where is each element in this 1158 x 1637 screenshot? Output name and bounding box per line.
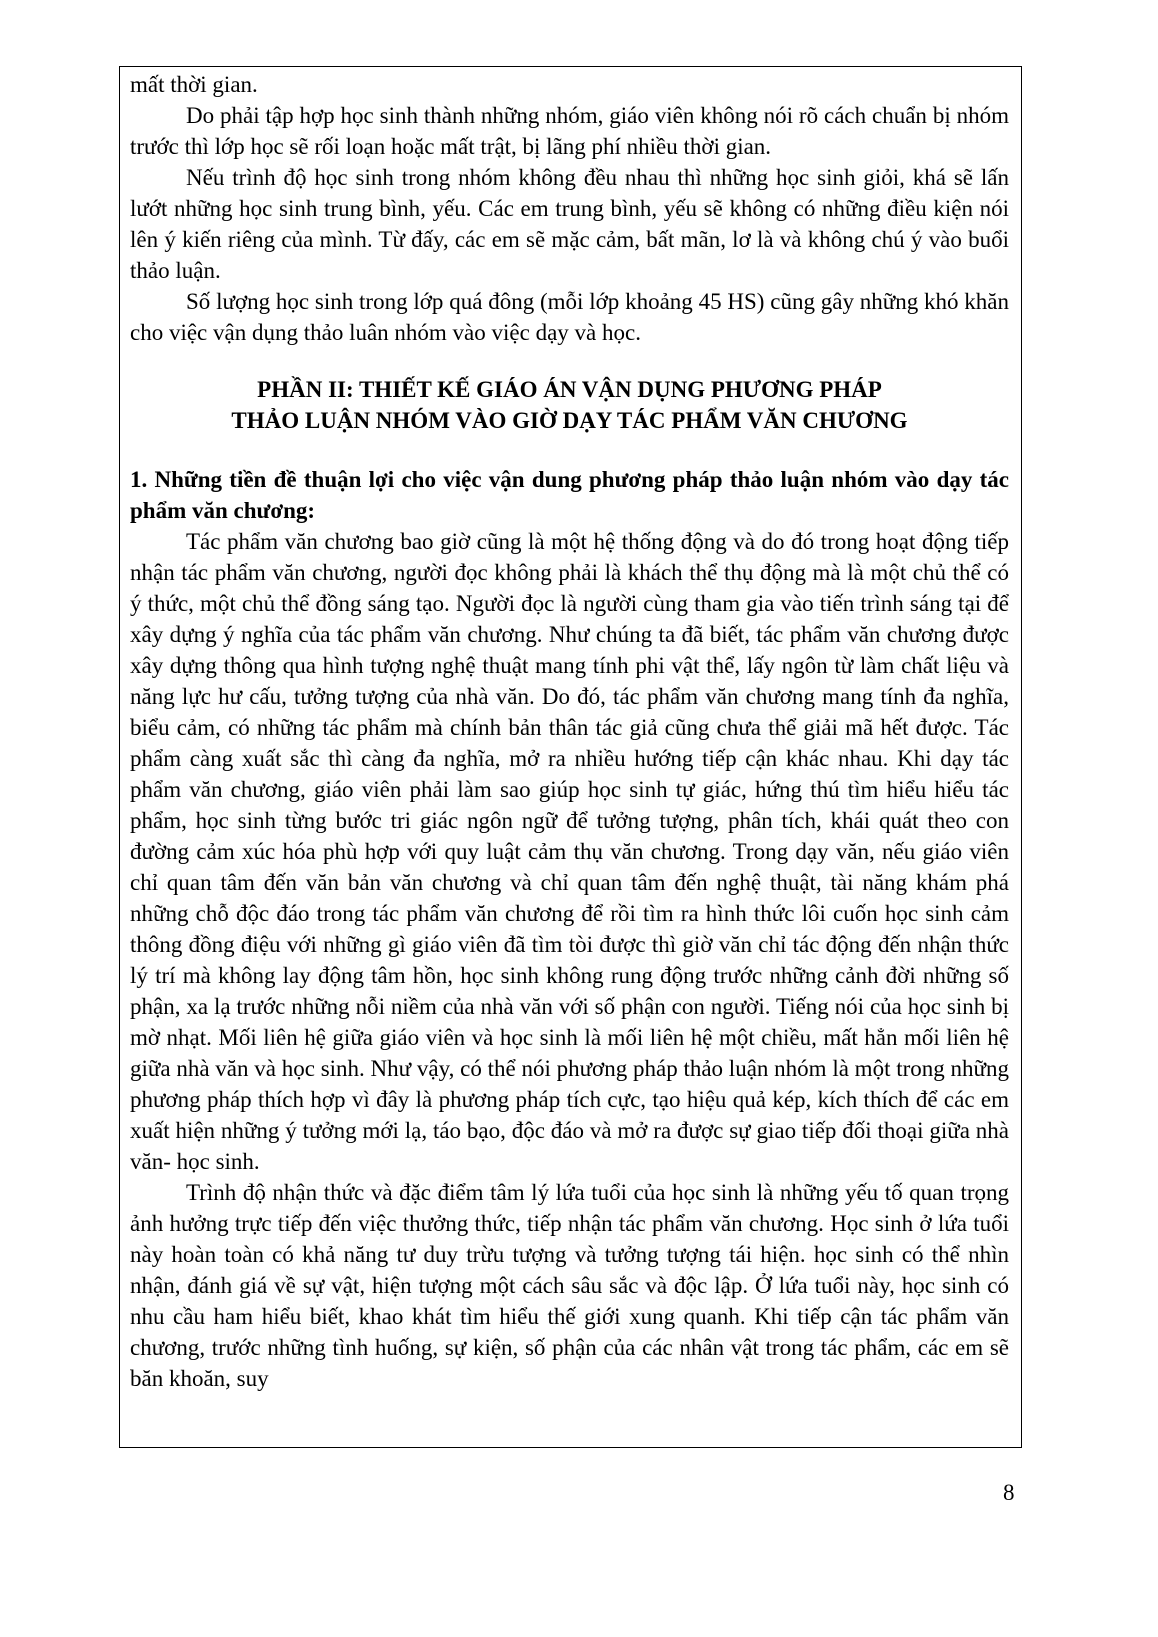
- paragraph: Số lượng học sinh trong lớp quá đông (mỗi lớp khoảng 45 HS) cũng gây những khó khăn cho việc vận dụng thảo luân nhóm vào việc dạy và học.: [130, 289, 1009, 345]
- paragraph: Tác phẩm văn chương bao giờ cũng là một hệ thống động và do đó trong hoạt động tiếp nhận tác phẩm văn chương, người đọc không phải là khách thể thụ động mà là một chủ thể có ý thức, một chủ thể đồng sáng tạo. Người đọc là người cùng tham gia vào tiến trình sáng tại để xây dựng ý nghĩa của tác phẩm văn chương. Như chúng ta đã biết, tác phẩm văn chương được xây dựng thông qua hình tượng nghệ thuật mang tính phi vật thể, lấy ngôn từ làm chất liệu và năng lực hư cấu, tưởng tượng của nhà văn. Do đó, tác phẩm văn chương mang tính đa nghĩa, biểu cảm, có những tác phẩm mà chính bản thân tác giả cũng chưa thể giải mã hết được. Tác phẩm càng xuất sắc thì càng đa nghĩa, mở ra nhiều hướng tiếp cận khác nhau. Khi dạy tác phẩm văn chương, giáo viên phải làm sao giúp học sinh tự giác, hứng thú tìm hiểu hiểu tác phẩm, học sinh từng bước tri giác ngôn ngữ để tưởng tượng, phân tích, khái quát theo con đường cảm xúc hóa phù hợp với quy luật cảm thụ văn chương. Trong dạy văn, nếu giáo viên chỉ quan tâm đến văn bản văn chương và chỉ quan tâm đến nghệ thuật, tài năng khám phá những chỗ độc đáo trong tác phẩm văn chương để rồi tìm ra hình thức lôi cuốn học sinh cảm thông đồng điệu với những gì giáo viên đã tìm tòi được thì giờ văn chỉ tác động đến nhận thức lý trí mà không lay động tâm hồn, học sinh không rung động trước những cảnh đời những số phận, xa lạ trước những nỗi niềm của nhà văn với số phận con người. Tiếng nói của học sinh bị mờ nhạt. Mối liên hệ giữa giáo viên và học sinh là mối liên hệ một chiều, mất hẳn mối liên hệ giữa nhà văn và học sinh. Như vậy, có thể nói phương pháp thảo luận nhóm là một trong những phương pháp thích hợp vì đây là phương pháp tích cực, tạo hiệu quả kép, kích thích để các em xuất hiện những ý tưởng mới lạ, táo bạo, độc đáo và mở ra được sự giao tiếp đối thoại giữa nhà văn- học sinh.: [130, 529, 1009, 1174]
- part-title: [130, 374, 1009, 436]
- page-frame: [119, 66, 1022, 1448]
- section-heading: 1. Những tiền đề thuận lợi cho việc vận dung phương pháp thảo luận nhóm vào dạy tác phẩm văn chương:: [130, 467, 1009, 523]
- paragraph: Trình độ nhận thức và đặc điểm tâm lý lứa tuổi của học sinh là những yếu tố quan trọng ảnh hưởng trực tiếp đến việc thưởng thức, tiếp nhận tác phẩm văn chương. Học sinh ở lứa tuổi này hoàn toàn có khả năng tư duy trừu tượng và tưởng tượng tái hiện. học sinh có thể nhìn nhận, đánh giá về sự vật, hiện tượng một cách sâu sắc và độc lập. Ở lứa tuổi này, học sinh có nhu cầu ham hiểu biết, khao khát tìm hiểu thế giới xung quanh. Khi tiếp cận tác phẩm văn chương, trước những tình huống, sự kiện, số phận của các nhân vật trong tác phẩm, các em sẽ băn khoăn, suy: [130, 1180, 1009, 1391]
- page-number: 8: [1003, 1480, 1015, 1505]
- part-title-line: THẢO LUẬN NHÓM VÀO GIỜ DẠY TÁC PHẨM VĂN CHƯƠNG: [231, 408, 908, 433]
- paragraph: Nếu trình độ học sinh trong nhóm không đều nhau thì những học sinh giỏi, khá sẽ lấn lướt những học sinh trung bình, yếu. Các em trung bình, yếu sẽ không có những điều kiện nói lên ý kiến riêng của mình. Từ đấy, các em sẽ mặc cảm, bất mãn, lơ là và không chú ý vào buổi thảo luận.: [130, 165, 1009, 283]
- continuation-line: mất thời gian.: [130, 72, 258, 97]
- paragraph: Do phải tập hợp học sinh thành những nhóm, giáo viên không nói rõ cách chuẩn bị nhóm trước thì lớp học sẽ rối loạn hoặc mất trật, bị lãng phí nhiều thời gian.: [130, 103, 1009, 159]
- part-title-line: PHẦN II: THIẾT KẾ GIÁO ÁN VẬN DỤNG PHƯƠNG PHÁP: [257, 377, 882, 402]
